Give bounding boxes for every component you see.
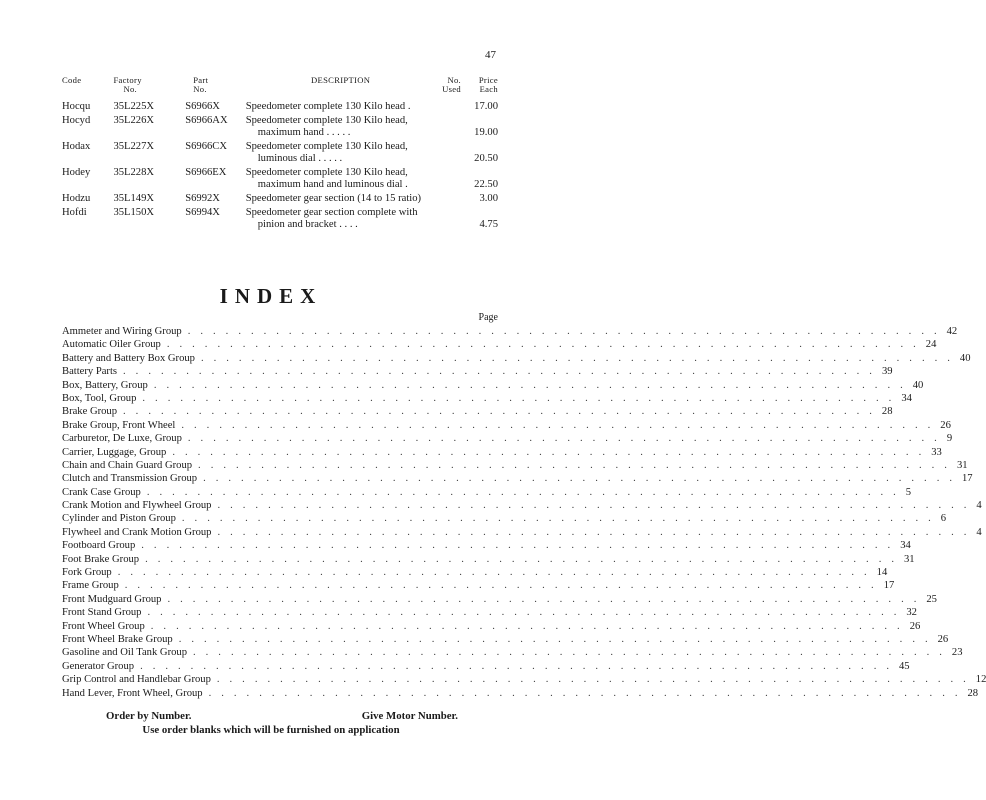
parts-table <box>62 76 498 233</box>
index-leader-dots: ............................................................ <box>123 366 882 378</box>
cell-description <box>246 115 436 141</box>
index-entry <box>62 325 958 338</box>
index-entry-page: 24 <box>925 339 937 351</box>
header-factory-no <box>109 76 181 101</box>
index-entry-label: Front Mudguard Group <box>62 593 162 605</box>
index-entry-label: Generator Group <box>62 660 135 672</box>
index-entry-page: 5 <box>905 486 912 498</box>
index-entry <box>62 472 973 485</box>
index-leader-dots: ............................................................ <box>203 473 962 485</box>
index-entry <box>62 606 917 619</box>
index-entry-page: 33 <box>931 446 942 458</box>
index-entry-page: 6 <box>940 513 947 525</box>
index-entry <box>62 499 982 512</box>
description-line: maximum hand . . . . . <box>257 127 351 139</box>
description-line: Speedometer complete 130 Kilo head, <box>245 167 408 179</box>
cell-part-no: S6966CX <box>185 140 228 152</box>
index-entry-page: 4 <box>976 526 982 538</box>
index-entry-page: 14 <box>876 567 888 579</box>
parts-table-body <box>62 101 498 233</box>
header-no-used-line2: Used <box>442 84 461 94</box>
index-entry-label: Grip Control and Handlebar Group <box>62 674 211 686</box>
index-entry-page: 26 <box>937 633 949 645</box>
parts-table-row <box>62 207 498 233</box>
index-leader-dots: ............................................................ <box>150 620 910 632</box>
header-description: DESCRIPTION <box>311 75 371 85</box>
cell-price: 3.00 <box>479 193 498 205</box>
cell-no-used <box>436 207 461 233</box>
index-entry <box>62 486 912 499</box>
cell-price: 22.50 <box>474 179 498 191</box>
index-entry <box>62 660 910 673</box>
index-leader-dots: ............................................................ <box>172 446 932 458</box>
index-leader-dots: ............................................................ <box>146 486 906 498</box>
index-page-header: Page <box>478 312 498 323</box>
cell-price: 4.75 <box>479 219 498 231</box>
index-entry-label: Battery Parts <box>62 366 118 378</box>
cell-code: Hocyd <box>62 114 91 126</box>
index-entry-label: Footboard Group <box>62 540 136 552</box>
index-leader-dots: ............................................................ <box>200 352 960 364</box>
index-entry-page: 32 <box>906 607 917 619</box>
index-entry <box>62 446 942 459</box>
cell-description <box>246 207 436 233</box>
cell-code: Hofdi <box>62 207 87 219</box>
header-no-used <box>436 76 461 101</box>
page-number: 47 <box>485 49 496 61</box>
cell-price: 19.00 <box>474 127 498 139</box>
header-factory-no-line1: Factory <box>113 75 142 85</box>
index-leader-dots: ............................................................ <box>193 647 952 659</box>
index-entry-label: Front Wheel Group <box>62 620 145 632</box>
parts-table-row <box>62 141 498 167</box>
index-entry <box>62 633 949 646</box>
index-leader-dots: ............................................................ <box>145 553 904 565</box>
give-motor-number-text: Give Motor Number. <box>361 710 458 722</box>
header-part-no-line2: No. <box>193 84 207 94</box>
footer-order-line <box>106 710 458 722</box>
parts-table-row <box>62 193 498 207</box>
cell-factory-no: 35L150X <box>113 207 155 219</box>
index-entry-label: Front Wheel Brake Group <box>62 633 173 645</box>
index-entry-page: 17 <box>883 580 895 592</box>
header-no-used-line1: No. <box>447 75 461 85</box>
cell-code: Hocqu <box>62 101 91 112</box>
index-entry-label: Box, Battery, Group <box>62 379 148 391</box>
index-entry <box>62 459 968 472</box>
description-line: luminous dial . . . . . <box>257 153 343 165</box>
cell-part-no: S6966X <box>185 101 220 112</box>
header-factory-no-line2: No. <box>123 84 137 94</box>
description-line: Speedometer gear section (14 to 15 ratio) <box>245 193 422 205</box>
index-entry <box>62 392 912 405</box>
index-entry <box>62 419 951 432</box>
index-leader-dots: ............................................................ <box>166 339 926 351</box>
index-entry <box>62 539 911 552</box>
index-entry-page: 31 <box>904 553 915 565</box>
index-entry <box>62 432 953 445</box>
index-entry <box>62 553 915 566</box>
index-list <box>62 325 986 700</box>
index-entry <box>62 512 947 525</box>
index-entry-page: 40 <box>912 379 924 391</box>
cell-factory-no: 35L149X <box>113 193 155 205</box>
index-entry-label: Battery and Battery Box Group <box>62 352 195 364</box>
cell-no-used <box>436 167 461 193</box>
cell-part-no: S6966AX <box>185 114 228 126</box>
index-entry-page: 25 <box>926 593 937 605</box>
index-entry-page: 23 <box>951 647 963 659</box>
index-entry-label: Clutch and Transmission Group <box>62 473 198 485</box>
index-leader-dots: ............................................................ <box>187 326 947 337</box>
index-entry-page: 4 <box>976 500 982 512</box>
index-entry <box>62 405 893 418</box>
index-leader-dots: ............................................................ <box>181 513 941 525</box>
index-leader-dots: ............................................................ <box>147 607 907 619</box>
index-entry-page: 42 <box>946 326 958 337</box>
index-entry-label: Frame Group <box>62 580 119 592</box>
header-code: Code <box>62 75 82 85</box>
description-line: Speedometer complete 130 Kilo head, <box>245 140 408 152</box>
index-entry-label: Automatic Oiler Group <box>62 339 161 351</box>
cell-description <box>246 141 436 167</box>
index-title: INDEX <box>219 284 323 308</box>
index-leader-dots: ............................................................ <box>178 633 938 645</box>
index-entry-label: Crank Motion and Flywheel Group <box>62 500 212 512</box>
cell-factory-no: 35L227X <box>113 140 155 152</box>
description-line: pinion and bracket . . . . <box>257 219 358 231</box>
cell-code: Hodax <box>62 140 91 152</box>
cell-part-no: S6966EX <box>185 167 227 179</box>
header-price-each-line1: Price <box>478 75 498 85</box>
index-entry <box>62 338 937 351</box>
index-leader-dots: ............................................................ <box>198 459 957 471</box>
index-entry-label: Flywheel and Crank Motion Group <box>62 526 212 538</box>
header-price-each <box>461 76 498 101</box>
index-entry-page: 40 <box>959 352 971 364</box>
index-leader-dots: ............................................................ <box>208 687 968 699</box>
index-leader-dots: ............................................................ <box>216 674 976 686</box>
index-entry-label: Box, Tool, Group <box>62 392 137 404</box>
index-entry-page: 28 <box>881 406 893 418</box>
cell-no-used <box>436 115 461 141</box>
index-entry-label: Carburetor, De Luxe, Group <box>62 433 182 445</box>
index-entry-label: Chain and Chain Guard Group <box>62 459 193 471</box>
parts-table-row <box>62 167 498 193</box>
cell-no-used <box>436 193 461 207</box>
description-line: Speedometer complete 130 Kilo head, <box>245 114 408 126</box>
parts-table-header <box>62 76 498 101</box>
index-leader-dots: ............................................................ <box>217 500 977 512</box>
cell-part-no: S6994X <box>185 207 220 219</box>
index-entry-page: 34 <box>901 392 912 404</box>
index-entry-label: Brake Group <box>62 406 118 418</box>
cell-description <box>246 167 436 193</box>
cell-part-no: S6992X <box>185 193 220 205</box>
index-entry <box>62 620 921 633</box>
cell-factory-no: 35L226X <box>113 114 155 126</box>
header-price-each-line2: Each <box>479 84 498 94</box>
cell-price: 20.50 <box>474 153 498 165</box>
index-leader-dots: ............................................................ <box>117 567 877 579</box>
index-entry-label: Foot Brake Group <box>62 553 140 565</box>
cell-code: Hodzu <box>62 193 91 205</box>
cell-price: 17.00 <box>474 101 498 112</box>
index-entry <box>62 526 982 539</box>
index-entry <box>62 593 937 606</box>
index-leader-dots: ............................................................ <box>153 379 913 391</box>
index-entry-page: 39 <box>881 366 893 378</box>
index-entry-page: 28 <box>967 687 979 699</box>
index-entry-label: Crank Case Group <box>62 486 141 498</box>
index-leader-dots: ............................................................ <box>124 580 884 592</box>
index-entry-label: Front Stand Group <box>62 607 142 619</box>
cell-no-used <box>436 101 461 115</box>
index-entry <box>62 566 888 579</box>
parts-table-row <box>62 115 498 141</box>
index-leader-dots: ............................................................ <box>217 526 977 538</box>
index-entry-label: Brake Group, Front Wheel <box>62 419 176 431</box>
parts-table-row <box>62 101 498 115</box>
cell-code: Hodey <box>62 167 91 179</box>
index-entry-label: Fork Group <box>62 567 112 579</box>
order-by-number-text: Order by Number. <box>106 710 192 722</box>
index-leader-dots: ............................................................ <box>142 392 902 404</box>
index-entry <box>62 579 895 592</box>
index-entry-page: 26 <box>940 419 951 431</box>
index-entry-page: 12 <box>975 674 986 686</box>
index-entry-page: 31 <box>956 459 968 471</box>
description-line: Speedometer gear section complete with <box>245 207 418 219</box>
index-entry-label: Hand Lever, Front Wheel, Group <box>62 687 203 699</box>
index-entry-page: 26 <box>909 620 921 632</box>
index-entry <box>62 365 893 378</box>
cell-description <box>246 193 436 207</box>
header-part-no-line1: Part <box>193 75 209 85</box>
index-entry-label: Ammeter and Wiring Group <box>62 326 182 337</box>
header-part-no <box>181 76 246 101</box>
index-entry-label: Gasoline and Oil Tank Group <box>62 647 187 659</box>
description-line: Speedometer complete 130 Kilo head . <box>245 101 411 112</box>
index-entry-page: 34 <box>900 540 911 552</box>
index-leader-dots: ............................................................ <box>181 419 941 431</box>
index-entry-page: 45 <box>898 660 910 672</box>
index-entry <box>62 379 924 392</box>
cell-no-used <box>436 141 461 167</box>
index-leader-dots: ............................................................ <box>167 593 927 605</box>
index-leader-dots: ............................................................ <box>187 433 947 445</box>
index-entry <box>62 646 963 659</box>
order-blanks-note: Use order blanks which will be furnished on application <box>142 724 400 736</box>
cell-factory-no: 35L225X <box>113 101 155 112</box>
index-entry-label: Cylinder and Piston Group <box>62 513 176 525</box>
index-entry <box>62 687 979 700</box>
index-leader-dots: ............................................................ <box>141 540 901 552</box>
index-leader-dots: ............................................................ <box>123 406 882 418</box>
description-line: maximum hand and luminous dial . <box>257 179 408 191</box>
cell-description <box>246 101 436 115</box>
index-entry-page: 17 <box>962 473 973 485</box>
index-leader-dots: ............................................................ <box>140 660 899 672</box>
cell-factory-no: 35L228X <box>113 167 155 179</box>
index-entry-page: 9 <box>946 433 953 445</box>
index-entry <box>62 352 971 365</box>
index-entry-label: Carrier, Luggage, Group <box>62 446 167 458</box>
index-entry <box>62 673 986 686</box>
